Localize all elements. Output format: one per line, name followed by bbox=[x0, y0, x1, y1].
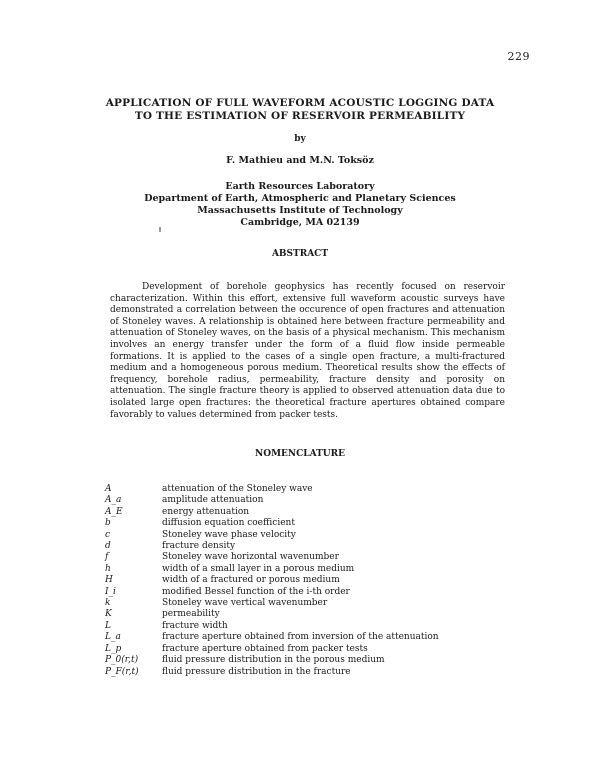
affiliation-institute: Massachusetts Institute of Technology bbox=[197, 205, 403, 216]
nomenclature-symbol: c bbox=[105, 529, 111, 540]
nomenclature-definition: width of a small layer in a porous medium bbox=[162, 563, 355, 574]
nomenclature-row bbox=[105, 632, 525, 643]
nomenclature-symbol: I_i bbox=[105, 586, 116, 597]
nomenclature-symbol: P_0(r,t) bbox=[105, 655, 139, 666]
nomenclature-definition: amplitude attenuation bbox=[162, 495, 264, 506]
nomenclature-definition: width of a fractured or porous medium bbox=[162, 575, 340, 586]
affiliation-lab: Earth Resources Laboratory bbox=[225, 181, 375, 192]
abstract-heading: ABSTRACT bbox=[271, 249, 329, 259]
nomenclature-symbol: L_p bbox=[105, 643, 122, 654]
nomenclature-definition: Stoneley wave horizontal wavenumber bbox=[162, 552, 339, 563]
nomenclature-row bbox=[105, 609, 525, 620]
affiliation bbox=[0, 181, 600, 229]
paper-title bbox=[0, 97, 600, 123]
nomenclature-definition: fracture aperture obtained from packer tests bbox=[162, 643, 368, 654]
nomenclature-list bbox=[105, 484, 525, 678]
nomenclature-symbol: d bbox=[105, 541, 111, 552]
nomenclature-symbol: h bbox=[105, 563, 111, 574]
nomenclature-symbol: L_a bbox=[105, 632, 121, 643]
authors: F. Mathieu and M.N. Toksöz bbox=[226, 155, 374, 166]
nomenclature-row bbox=[105, 530, 525, 541]
title-line-2: TO THE ESTIMATION OF RESERVOIR PERMEABILITY bbox=[134, 110, 466, 122]
nomenclature-row bbox=[105, 621, 525, 632]
nomenclature-symbol: f bbox=[105, 552, 109, 563]
nomenclature-row bbox=[105, 518, 525, 529]
nomenclature-definition: Stoneley wave phase velocity bbox=[162, 529, 296, 540]
nomenclature-row bbox=[105, 495, 525, 506]
title-line-1: APPLICATION OF FULL WAVEFORM ACOUSTIC LOGGING DATA bbox=[105, 97, 495, 109]
abstract-body: Development of borehole geophysics has recently focused on reservoir characterization. Within this effort, extensive full waveform acoustic surveys have demonstrated a correlation between the occurence of open fractures and attenuation of Stoneley waves. A relationship is obtained here between fracture permeability and attenuation of Stoneley waves, on the basis of a physical mechanism. This mechanism involves an energy transfer under the form of a fluid flow inside permeable formations. It is applied to the cases of a single open fracture, a multi-fractured medium and a homogeneous porous medium. Theoretical results show the effects of frequency, borehole radius, permeability, fracture density and porosity on attenuation. The single fracture theory is applied to observed attenuation data due to isolated large open fractures: the theoretical fracture apertures obtained compare favorably to values determined from packer tests. bbox=[110, 282, 505, 420]
nomenclature-definition: modified Bessel function of the i-th order bbox=[162, 586, 350, 597]
nomenclature-symbol: A bbox=[105, 484, 112, 494]
nomenclature-row bbox=[105, 655, 525, 666]
nomenclature-row bbox=[105, 484, 525, 495]
by-label: by bbox=[294, 134, 306, 144]
nomenclature-row bbox=[105, 587, 525, 598]
scan-speck bbox=[159, 227, 161, 232]
nomenclature-definition: fracture width bbox=[162, 620, 228, 631]
nomenclature-row bbox=[105, 564, 525, 575]
page-number: 229 bbox=[507, 50, 530, 63]
nomenclature-symbol: A_E bbox=[105, 506, 123, 517]
affiliation-department: Department of Earth, Atmospheric and Planetary Sciences bbox=[144, 193, 456, 204]
nomenclature-definition: energy attenuation bbox=[162, 506, 250, 517]
nomenclature-row bbox=[105, 598, 525, 609]
nomenclature-definition: Stoneley wave vertical wavenumber bbox=[162, 598, 328, 609]
nomenclature-row bbox=[105, 552, 525, 563]
nomenclature-heading: NOMENCLATURE bbox=[255, 449, 345, 459]
nomenclature-row bbox=[105, 507, 525, 518]
affiliation-location: Cambridge, MA 02139 bbox=[240, 217, 360, 228]
nomenclature-symbol: b bbox=[105, 518, 111, 529]
nomenclature-row bbox=[105, 575, 525, 586]
nomenclature-symbol: L bbox=[105, 620, 111, 631]
nomenclature-symbol: A_a bbox=[105, 495, 122, 506]
nomenclature-symbol: H bbox=[105, 575, 113, 586]
nomenclature-row bbox=[105, 667, 525, 678]
nomenclature-row bbox=[105, 541, 525, 552]
nomenclature-row bbox=[105, 644, 525, 655]
nomenclature-definition: fracture aperture obtained from inversion of the attenuation bbox=[162, 632, 439, 643]
nomenclature-definition: fracture density bbox=[162, 541, 236, 552]
nomenclature-definition: diffusion equation coefficient bbox=[162, 518, 295, 529]
nomenclature-definition: fluid pressure distribution in the fracture bbox=[162, 666, 351, 677]
nomenclature-symbol: K bbox=[105, 609, 112, 620]
nomenclature-symbol: P_F(r,t) bbox=[105, 666, 139, 677]
nomenclature-definition: attenuation of the Stoneley wave bbox=[162, 484, 313, 494]
nomenclature-symbol: k bbox=[105, 598, 111, 609]
nomenclature-definition: fluid pressure distribution in the porous medium bbox=[162, 655, 385, 666]
nomenclature-definition: permeability bbox=[162, 609, 220, 620]
